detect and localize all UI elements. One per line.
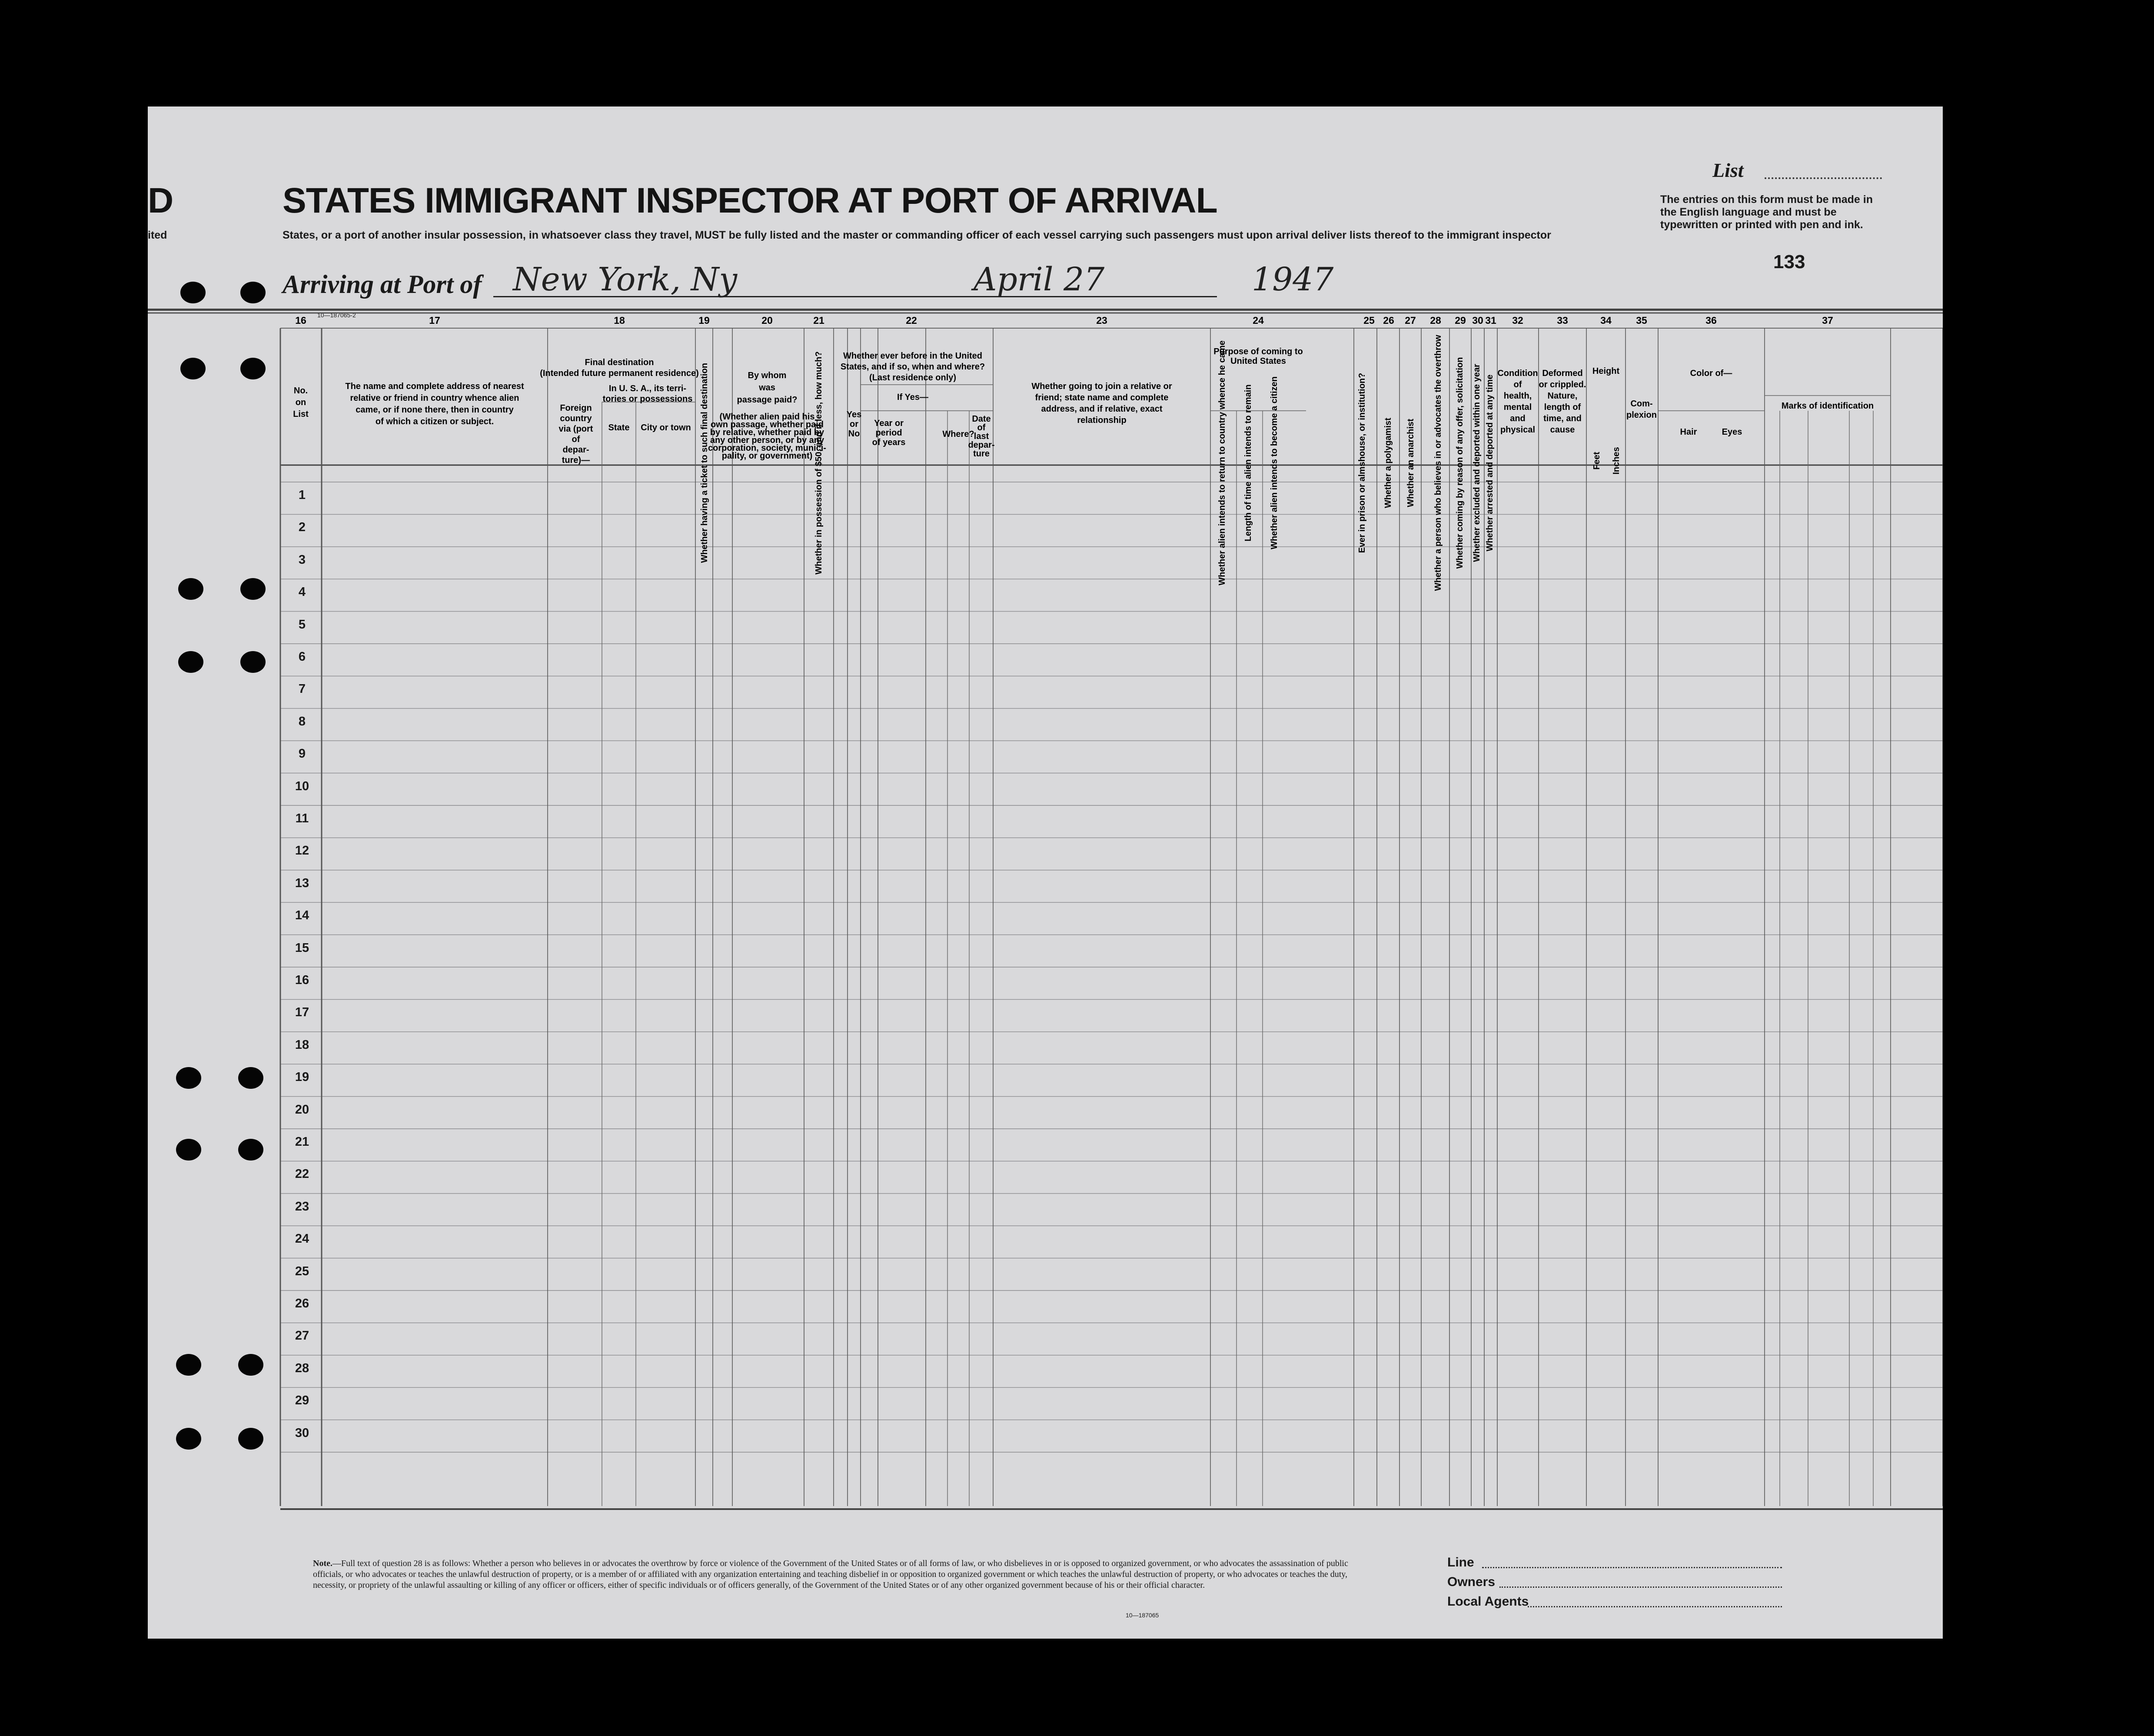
punch-hole: [176, 1139, 201, 1161]
punch-hole: [178, 578, 203, 600]
list-label: List: [1712, 159, 1744, 181]
column-header: Deformed or crippled. Nature, length of time, and cause: [1539, 369, 1586, 435]
row-number: 7: [298, 682, 306, 696]
footnote-text: —Full text of question 28 is as follows: Whether a person who believes in or advocates the overthrow by force or violence of the Government of the United States or of all forms of law, or who disbelieves in or is opposed to organized government, or who advocates the assassination of public officials, or who advocates or teaches the unlawful destruction of property, or is a member of or affiliated with any organization entertaining and teaching disbelief in or opposition to organized government or which teaches the unlawful destruction of property, or who advocates or teaches the duty, necessity, or propriety of the unlawful assaulting or killing of any officer or officers, either of specific individuals or of officers generally, of the Government of the United States or of any other organized government because of his or their official character.: [313, 1559, 1348, 1590]
row-number: 25: [295, 1264, 309, 1278]
column-header: Com-plexion: [1626, 399, 1657, 420]
column-header: Whether a person who believes in or advocates the overthrow: [1433, 335, 1443, 591]
row-number: 6: [298, 650, 306, 664]
column-header: Whether a polygamist: [1383, 418, 1393, 508]
entries-note: The entries on this form must be made in the English language and must be typewritten or printed with pen and ink.: [1660, 193, 1873, 231]
column-number: 34: [1600, 315, 1612, 326]
column-subheader: Feet: [1592, 452, 1602, 470]
row-number: 21: [295, 1135, 309, 1149]
punch-hole: [180, 358, 206, 379]
column-number: 35: [1636, 315, 1647, 326]
row-number: 19: [295, 1070, 309, 1084]
column-subheader: Year or period of years: [872, 419, 906, 447]
row-number: 26: [295, 1297, 309, 1310]
row-number: 27: [295, 1329, 309, 1343]
punch-hole: [240, 578, 266, 600]
row-number: 24: [295, 1232, 309, 1246]
column-header: Whether ever before in the United States, and if so, when and where?: [840, 351, 985, 372]
column-subheader: Hair: [1680, 427, 1697, 437]
column-header: Ever in prison or almshouse, or institution?: [1357, 372, 1367, 553]
footnote: [313, 1558, 1378, 1591]
column-header: Whether going to join a relative or friend; state name and complete address, and if relative, exact relationship: [1031, 382, 1172, 425]
row-number: 18: [295, 1038, 309, 1052]
column-number: 18: [614, 315, 625, 326]
row-number: 22: [295, 1167, 309, 1181]
column-number: 19: [698, 315, 710, 326]
footnote-label: Note.: [313, 1559, 332, 1568]
column-header: Whether having a ticket to such final destination: [700, 362, 709, 563]
column-subheader: Yes or No: [846, 410, 862, 439]
column-subheader: City or town: [641, 423, 691, 432]
column-header: Whether excluded and deported within one year: [1472, 364, 1482, 562]
form-code: 10—187065: [1126, 1612, 1159, 1619]
column-number: 16: [295, 315, 306, 326]
column-number: 36: [1705, 315, 1717, 326]
row-number: 1: [298, 488, 306, 502]
punch-hole: [238, 1354, 263, 1376]
arriving-label: Arriving at Port of: [283, 270, 482, 299]
column-header: Marks of identification: [1781, 401, 1874, 411]
punch-hole: [240, 651, 266, 673]
punch-hole: [238, 1428, 263, 1450]
subtitle-fragment: ited: [148, 229, 167, 241]
date-field[interactable]: April 27: [974, 261, 1105, 298]
column-header: No. on List: [293, 386, 309, 419]
column-subheader: Length of time alien intends to remain: [1243, 384, 1253, 542]
line-label: Line: [1447, 1555, 1474, 1570]
column-number: 20: [761, 315, 773, 326]
row-number: 17: [295, 1005, 309, 1020]
column-header: Whether in possession of $50, and if less, how much?: [814, 351, 824, 575]
punch-hole: [178, 651, 203, 673]
row-number: 9: [298, 747, 306, 761]
column-subheader: Whether alien intends to return to country whence he came: [1217, 340, 1227, 585]
punch-hole: [176, 1428, 201, 1450]
column-subheader: In U. S. A., its terri-tories or possessions: [602, 384, 693, 404]
column-subheader: If Yes—: [897, 392, 928, 402]
row-number: 12: [295, 844, 309, 858]
column-header: Whether arrested and deported at any time: [1485, 374, 1495, 552]
column-number: 24: [1253, 315, 1264, 326]
row-number: 11: [295, 811, 309, 825]
column-number: 23: [1096, 315, 1107, 326]
page-subtitle: States, or a port of another insular possession, in whatsoever class they travel, MUST be fully listed and the master or commanding officer of each vessel carrying such passengers must upon arrival deliver lists thereof to the immigrant inspector: [283, 229, 1551, 241]
column-note: (Last residence only): [869, 373, 957, 382]
column-subheader: Foreign country via (port of depar-ture)—: [558, 403, 593, 465]
column-header: Condition of health, mental and physical: [1497, 369, 1538, 435]
column-number: 31: [1485, 315, 1496, 326]
column-number: 17: [429, 315, 440, 326]
punch-hole: [180, 282, 206, 303]
manifest-sheet: [148, 106, 1943, 1639]
column-header: Height: [1592, 366, 1620, 376]
row-number: 3: [298, 552, 306, 567]
column-subheader: Where?: [942, 429, 974, 439]
column-subheader: Inches: [1612, 447, 1621, 475]
column-number: 22: [906, 315, 917, 326]
punch-hole: [240, 358, 266, 379]
form-number: 10—187065-2: [317, 312, 356, 319]
column-subheader: State: [608, 423, 630, 432]
manifest-grid: [148, 106, 1943, 1639]
row-number: 15: [295, 941, 309, 955]
column-header: Color of—: [1690, 369, 1732, 378]
page-title: STATES IMMIGRANT INSPECTOR AT PORT OF ARRIVAL: [283, 181, 1217, 220]
column-header: By whom was passage paid?: [737, 371, 798, 405]
punch-hole: [238, 1139, 263, 1161]
row-number: 16: [295, 973, 309, 987]
row-number: 14: [295, 908, 309, 923]
column-header: Whether coming by reason of any offer, solicitation: [1455, 357, 1465, 569]
column-subheader: Whether alien intends to become a citizen: [1270, 376, 1279, 549]
owners-label: Owners: [1447, 1575, 1496, 1589]
column-subheader: Eyes: [1722, 427, 1742, 437]
year-field[interactable]: 1947: [1252, 261, 1334, 298]
port-field[interactable]: New York, Ny: [513, 261, 738, 298]
column-number: 29: [1455, 315, 1466, 326]
punch-hole: [176, 1067, 201, 1089]
line-field[interactable]: [1482, 1567, 1782, 1568]
row-number: 30: [295, 1426, 309, 1440]
column-number: 25: [1363, 315, 1375, 326]
row-number: 13: [295, 876, 309, 890]
column-number: 27: [1405, 315, 1416, 326]
row-number: 8: [298, 714, 306, 728]
column-header: The name and complete address of nearest relative or friend in country whence alien came, or if none there, then in country of which a citizen or subject.: [345, 382, 524, 426]
owners-field[interactable]: [1499, 1586, 1782, 1588]
column-number: 37: [1822, 315, 1833, 326]
row-number: 28: [295, 1361, 309, 1375]
local-agents-label: Local Agents: [1447, 1594, 1529, 1609]
column-header: Whether an anarchist: [1406, 419, 1416, 507]
title-fragment: D: [148, 181, 174, 220]
row-number: 4: [298, 585, 306, 599]
column-number: 21: [813, 315, 824, 326]
column-note: (Whether alien paid his own passage, whether paid by relative, whether paid by any other person, or by any corporation, society, munici-pality, or government): [708, 412, 826, 461]
column-number: 26: [1383, 315, 1394, 326]
column-number: 32: [1512, 315, 1523, 326]
column-number: 33: [1557, 315, 1568, 326]
row-number: 5: [298, 617, 306, 632]
column-header: Final destination: [585, 358, 654, 367]
local-agents-field[interactable]: [1528, 1606, 1782, 1607]
punch-hole: [238, 1067, 263, 1089]
punch-hole: [240, 282, 266, 303]
column-number: 28: [1430, 315, 1441, 326]
column-number: 30: [1472, 315, 1483, 326]
column-subheader: Date of last depar-ture: [968, 414, 995, 459]
page-number: 133: [1773, 251, 1805, 273]
row-number: 2: [298, 520, 306, 535]
row-number: 29: [295, 1393, 309, 1408]
row-number: 23: [295, 1199, 309, 1214]
column-header: Purpose of coming to United States: [1213, 347, 1303, 366]
column-note: (Intended future permanent residence): [540, 369, 699, 378]
row-number: 20: [295, 1102, 309, 1117]
row-number: 10: [295, 779, 309, 793]
punch-hole: [176, 1354, 201, 1376]
